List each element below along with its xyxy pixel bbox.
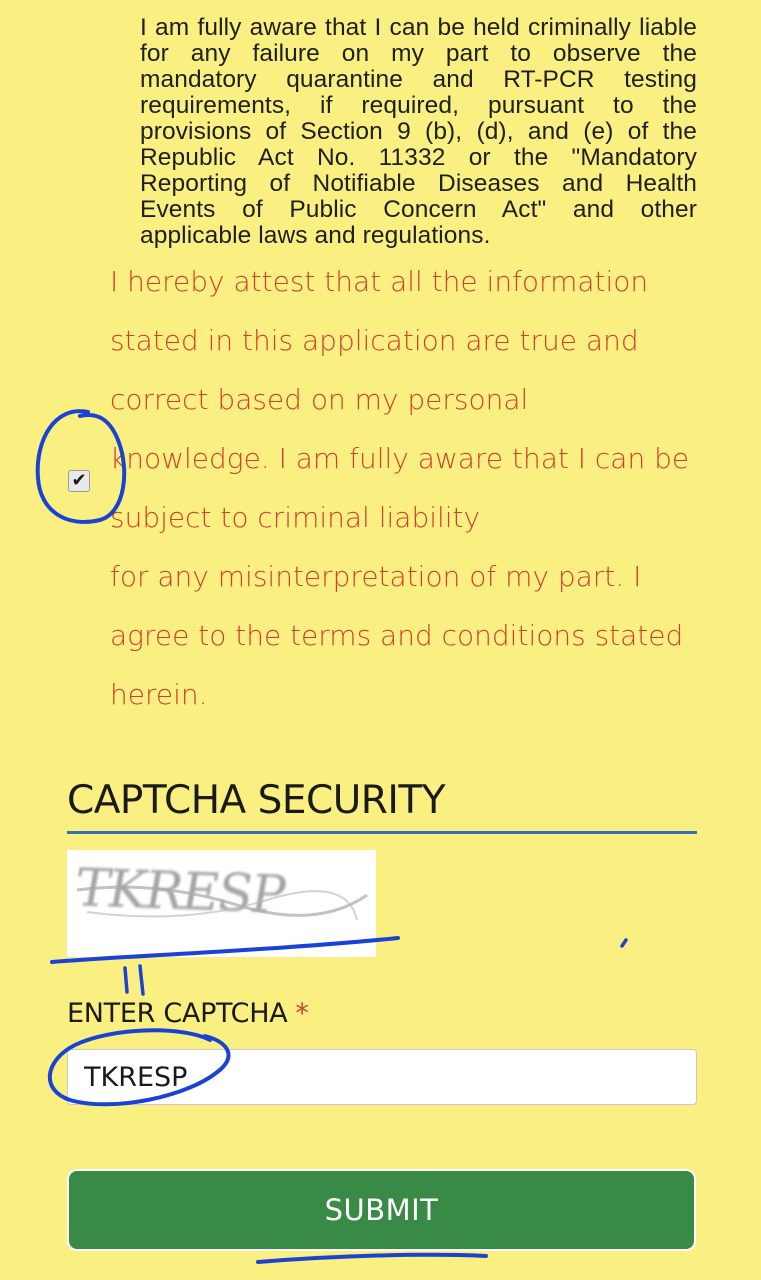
captcha-label-text: ENTER CAPTCHA (67, 998, 288, 1029)
captcha-image-text: TKRESP (70, 858, 289, 926)
heading-divider (67, 831, 697, 834)
submit-button[interactable]: SUBMIT (67, 1169, 696, 1251)
attest-checkbox[interactable] (68, 470, 90, 492)
captcha-section-heading: CAPTCHA SECURITY (67, 778, 446, 823)
stray-dot-annotation (622, 940, 626, 946)
attestation-line: correct based on my personal (110, 383, 529, 416)
attestation-line: for any misinterpretation of my part. I (110, 560, 642, 593)
attestation-line: I hereby attest that all the information (110, 265, 649, 298)
captcha-image (67, 850, 376, 957)
attestation-line: knowledge. I am fully aware that I can be (110, 442, 690, 475)
attestation-line: stated in this application are true and (110, 324, 639, 357)
required-asterisk: * (295, 998, 309, 1029)
equals-mark-annotation (125, 966, 143, 994)
legal-paragraph: I am fully aware that I can be held criminally liable for any failure on my part to observe the mandatory quarantine and RT-PCR testing requirements, if required, pursuant to the provisions of Section 9 (b), (d), and (e) of the Republic Act No. 11332 or the "Mandatory Reporting of Notifiable Diseases and Health Events of Public Concern Act" and other applicable laws and regulations. (140, 13, 697, 249)
attestation-line: subject to criminal liability (110, 501, 481, 534)
captcha-noise-lines (67, 850, 376, 957)
attestation-line: agree to the terms and conditions stated (110, 619, 684, 652)
attestation-line: herein. (110, 678, 208, 711)
attestation-text (110, 252, 710, 724)
checkmark-icon: ✔ (71, 470, 87, 491)
captcha-input[interactable] (67, 1049, 697, 1105)
captcha-input-label (67, 998, 309, 1029)
submit-underline-annotation (258, 1255, 486, 1262)
